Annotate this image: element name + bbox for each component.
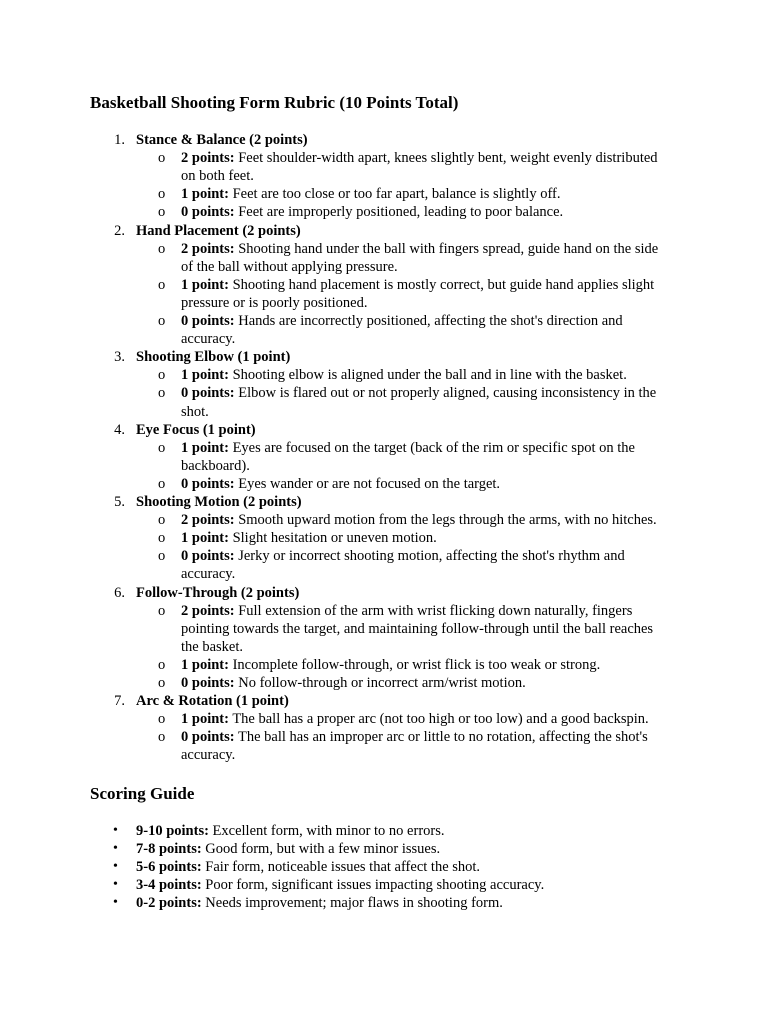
criterion-text: pressure or is poorly positioned. [181, 294, 368, 311]
criterion-text: Feet shoulder-width apart, knees slightly bent, weight evenly distributed [238, 150, 658, 167]
criterion-text: Feet are too close or too far apart, balance is slightly off. [232, 186, 561, 203]
criterion-text: pointing towards the target, and maintaining follow-through until the ball reaches [181, 620, 654, 637]
criterion-line [181, 330, 235, 348]
criterion-line [181, 638, 243, 656]
sub-bullet-marker: o [158, 150, 166, 167]
criterion-text: Full extension of the arm with wrist flicking down naturally, fingers [238, 602, 633, 619]
criterion-label: 2 points: [181, 240, 235, 257]
criterion-text: Shooting elbow is aligned under the ball and in line with the basket. [232, 367, 627, 384]
criterion-text: Eyes are focused on the target (back of the rim or specific spot on the [232, 439, 635, 456]
criterion-line [181, 511, 657, 529]
rubric-title: Basketball Shooting Form Rubric (10 Points Total) [90, 93, 459, 112]
scoring-item [136, 876, 544, 894]
criterion-line [181, 728, 648, 746]
criterion-text: The ball has an improper arc or little to no rotation, affecting the shot's [237, 729, 648, 746]
criterion-text: of the ball without applying pressure. [181, 258, 398, 275]
criterion-label: 1 point: [181, 656, 229, 673]
item-number: 5. [114, 494, 125, 510]
criterion-line [181, 403, 209, 421]
criterion-text: Slight hesitation or uneven motion. [232, 530, 437, 547]
scoring-text: Fair form, noticeable issues that affect the shot. [205, 859, 481, 875]
criterion-text: Eyes wander or are not focused on the target. [238, 475, 501, 492]
scoring-label: 0-2 points: [136, 895, 202, 911]
criterion-text: accuracy. [181, 566, 236, 583]
criterion-line [181, 439, 635, 457]
sub-bullet-marker: o [158, 729, 166, 746]
criterion-text: Incomplete follow-through, or wrist flick is too weak or strong. [232, 656, 601, 673]
criterion-text: No follow-through or incorrect arm/wrist motion. [238, 675, 526, 691]
criterion-text: Shooting hand under the ball with fingers spread, guide hand on the side [238, 240, 659, 257]
criterion-line [181, 620, 653, 638]
criterion-line [181, 312, 623, 330]
scoring-item [136, 840, 440, 858]
criterion-line [181, 366, 627, 384]
bullet-marker: • [113, 859, 118, 874]
criterion-label: 1 point: [181, 439, 229, 456]
criterion-label: 1 point: [181, 711, 229, 728]
item-number: 4. [114, 421, 125, 438]
criterion-label: 1 point: [181, 186, 229, 203]
item-heading: Stance & Balance (2 points) [136, 132, 308, 148]
criterion-label: 0 points: [181, 729, 235, 746]
criterion-line [181, 384, 656, 402]
criterion-line [181, 294, 367, 312]
item-number: 7. [114, 693, 125, 710]
sub-bullet-marker: o [158, 675, 166, 691]
criterion-text: Shooting hand placement is mostly correct, but guide hand applies slight [232, 276, 655, 293]
item-heading: Arc & Rotation (1 point) [136, 693, 289, 710]
criterion-label: 2 points: [181, 150, 235, 167]
sub-bullet-marker: o [158, 186, 166, 203]
criterion-line [181, 547, 625, 565]
scoring-item [136, 894, 503, 912]
sub-bullet-marker: o [158, 439, 166, 456]
sub-bullet-marker: o [158, 512, 166, 529]
criterion-text: Feet are improperly positioned, leading to poor balance. [238, 204, 564, 221]
criterion-label: 0 points: [181, 204, 235, 221]
scoring-text: Excellent form, with minor to no errors. [212, 823, 445, 839]
criterion-line [181, 149, 658, 167]
criterion-text: backboard). [181, 457, 250, 474]
criterion-line [181, 276, 654, 294]
criterion-text: Jerky or incorrect shooting motion, affecting the shot's rhythm and [238, 548, 625, 565]
bullet-marker: • [113, 877, 118, 892]
scoring-text: Needs improvement; major flaws in shooting form. [205, 895, 503, 911]
sub-bullet-marker: o [158, 656, 166, 673]
criterion-line [181, 529, 437, 547]
sub-bullet-marker: o [158, 530, 166, 547]
criterion-label: 0 points: [181, 313, 235, 329]
criterion-line [181, 167, 254, 185]
item-number: 3. [114, 349, 125, 366]
criterion-label: 2 points: [181, 602, 235, 619]
sub-bullet-marker: o [158, 204, 166, 221]
criterion-text: The ball has a proper arc (not too high or too low) and a good backspin. [232, 711, 649, 728]
item-number: 6. [114, 584, 125, 601]
scoring-label: 3-4 points: [136, 877, 202, 893]
item-number: 1. [114, 132, 125, 148]
criterion-text: the basket. [181, 638, 244, 655]
criterion-line [181, 674, 526, 692]
item-heading: Hand Placement (2 points) [136, 222, 301, 239]
sub-bullet-marker: o [158, 602, 166, 619]
criterion-line [181, 475, 500, 493]
criterion-line [181, 746, 235, 764]
criterion-line [181, 565, 235, 583]
scoring-label: 7-8 points: [136, 841, 202, 857]
sub-bullet-marker: o [158, 313, 166, 329]
criterion-line [181, 602, 632, 620]
criterion-text: accuracy. [181, 747, 236, 764]
sub-bullet-marker: o [158, 711, 166, 728]
bullet-marker: • [113, 823, 118, 838]
sub-bullet-marker: o [158, 475, 166, 492]
item-heading: Follow-Through (2 points) [136, 584, 300, 601]
item-heading: Shooting Motion (2 points) [136, 494, 302, 510]
item-heading: Shooting Elbow (1 point) [136, 349, 291, 366]
criterion-line [181, 203, 563, 221]
criterion-label: 1 point: [181, 530, 229, 547]
criterion-label: 0 points: [181, 475, 235, 492]
scoring-text: Good form, but with a few minor issues. [205, 841, 441, 857]
criterion-line [181, 185, 560, 203]
criterion-line [181, 258, 398, 276]
bullet-marker: • [113, 841, 118, 856]
sub-bullet-marker: o [158, 276, 166, 293]
bullet-marker: • [113, 895, 118, 910]
sub-bullet-marker: o [158, 240, 166, 257]
criterion-label: 2 points: [181, 512, 235, 529]
sub-bullet-marker: o [158, 548, 166, 565]
criterion-line [181, 656, 600, 674]
item-number: 2. [114, 222, 125, 239]
scoring-item [136, 858, 480, 876]
criterion-label: 0 points: [181, 675, 235, 691]
scoring-text: Poor form, significant issues impacting shooting accuracy. [205, 877, 545, 893]
sub-bullet-marker: o [158, 367, 166, 384]
criterion-label: 0 points: [181, 385, 235, 402]
item-heading: Eye Focus (1 point) [136, 421, 256, 438]
sub-bullet-marker: o [158, 385, 166, 402]
scoring-label: 9-10 points: [136, 823, 209, 839]
criterion-text: Smooth upward motion from the legs through the arms, with no hitches. [238, 512, 657, 529]
criterion-text: Hands are incorrectly positioned, affecting the shot's direction and [238, 313, 623, 329]
criterion-line [181, 457, 250, 475]
criterion-line [181, 710, 649, 728]
criterion-text: accuracy. [181, 331, 236, 348]
criterion-text: on both feet. [181, 168, 254, 185]
scoring-item [136, 822, 445, 840]
criterion-text: shot. [181, 403, 209, 420]
criterion-text: Elbow is flared out or not properly aligned, causing inconsistency in the [238, 385, 657, 402]
criterion-label: 1 point: [181, 276, 229, 293]
criterion-line [181, 240, 658, 258]
criterion-label: 1 point: [181, 367, 229, 384]
criterion-label: 0 points: [181, 548, 235, 565]
scoring-guide-title: Scoring Guide [90, 784, 195, 803]
scoring-label: 5-6 points: [136, 859, 202, 875]
